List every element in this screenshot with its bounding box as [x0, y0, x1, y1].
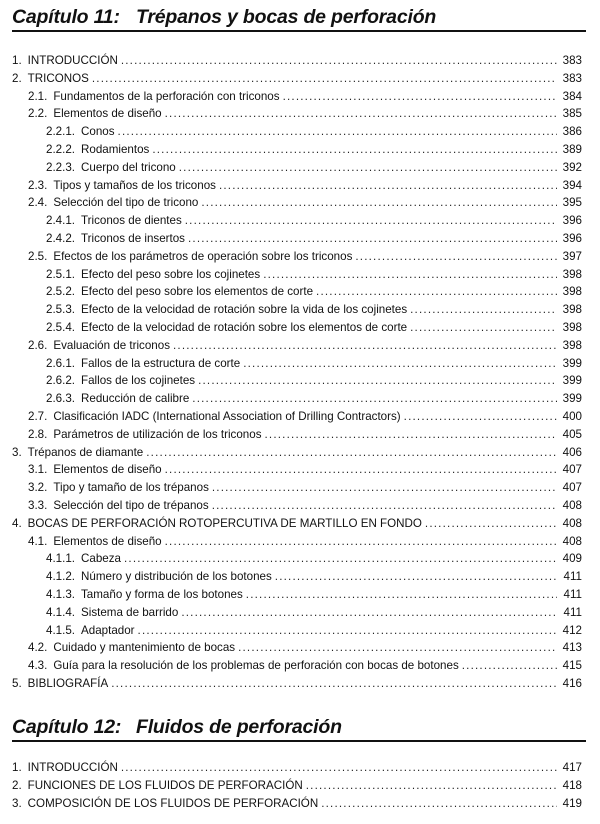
toc-entry-page: 398 — [562, 338, 582, 352]
toc-entry-title: Triconos de insertos — [81, 231, 185, 245]
toc-leader-dots — [185, 214, 557, 228]
toc-entry-page: 408 — [562, 498, 582, 512]
toc-leader-dots — [355, 250, 557, 264]
toc-entry[interactable] — [12, 107, 582, 125]
toc-entry[interactable] — [12, 446, 582, 464]
toc-entry[interactable] — [12, 463, 582, 481]
toc-entry-page: 396 — [562, 231, 582, 245]
toc-entry[interactable] — [12, 90, 582, 108]
toc-entry[interactable] — [12, 268, 582, 286]
toc-entry[interactable] — [12, 143, 582, 161]
toc-entry-title: Evaluación de triconos — [53, 338, 170, 352]
toc-leader-dots — [283, 90, 557, 104]
toc-entry-number: 2.4.1. — [46, 214, 76, 228]
toc-leader-dots — [121, 761, 557, 775]
toc-leader-dots — [152, 143, 557, 157]
toc-entry-title: Número y distribución de los botones — [81, 570, 272, 584]
toc-entry-number: 4.1.3. — [46, 587, 76, 601]
toc-entry-number: 4.1.4. — [46, 605, 76, 619]
toc-entry[interactable] — [12, 214, 582, 232]
toc-entry-title: Selección del tipo de tricono — [53, 196, 199, 210]
toc-leader-dots — [306, 779, 557, 793]
toc-entry-number: 2.6.3. — [46, 392, 76, 406]
toc-entry-title: BIBLIOGRAFÍA — [27, 676, 109, 690]
toc-entry-page: 386 — [562, 125, 582, 139]
toc-entry[interactable] — [12, 641, 582, 659]
toc-entry-title: Conos — [81, 125, 115, 139]
toc-entry-page: 399 — [562, 374, 582, 388]
toc-entry-number: 2.1. — [28, 89, 48, 103]
toc-leader-dots — [173, 339, 557, 353]
toc-leader-dots — [263, 268, 557, 282]
toc-entry-page: 398 — [562, 303, 582, 317]
chapter-12-rule — [12, 740, 586, 743]
toc-entry-page: 413 — [562, 641, 582, 655]
toc-entry-page: 405 — [562, 427, 582, 441]
toc-entry[interactable] — [12, 588, 582, 606]
toc-entry-page: 399 — [562, 392, 582, 406]
toc-entry[interactable] — [12, 606, 582, 624]
toc-entry-page: 411 — [563, 587, 582, 601]
chapter-11-heading — [12, 2, 586, 32]
toc-leader-dots — [188, 232, 557, 246]
toc-entry-number: 2.2.1. — [46, 125, 76, 139]
toc-entry-number: 4.1.2. — [46, 570, 76, 584]
toc-entry[interactable] — [12, 392, 582, 410]
toc-entry[interactable] — [12, 517, 582, 535]
toc-entry-page: 383 — [562, 71, 582, 85]
toc-entry[interactable] — [12, 250, 582, 268]
toc-entry-title: Parámetros de utilización de los triconos — [53, 427, 262, 441]
toc-entry[interactable] — [12, 374, 582, 392]
toc-entry[interactable] — [12, 196, 582, 214]
toc-entry-page: 409 — [562, 552, 582, 566]
toc-entry-title: Tamaño y forma de los botones — [81, 587, 243, 601]
toc-entry-title: Elementos de diseño — [53, 534, 162, 548]
toc-entry-title: Fallos de la estructura de corte — [81, 356, 241, 370]
toc-entry-title: Efecto del peso sobre los elementos de corte — [81, 285, 314, 299]
toc-entry-number: 2.6.2. — [46, 374, 76, 388]
toc-entry-page: 400 — [562, 409, 582, 423]
toc-leader-dots — [462, 659, 557, 673]
toc-entry-number: 2.5.2. — [46, 285, 76, 299]
toc-entry-title: Tipos y tamaños de los triconos — [53, 178, 216, 192]
toc-entry-title: Triconos de dientes — [81, 214, 182, 228]
toc-entry-title: Cabeza — [81, 552, 121, 566]
toc-entry[interactable] — [12, 232, 582, 250]
toc-entry-number: 2.5.3. — [46, 303, 76, 317]
toc-entry-number: 3.1. — [28, 463, 48, 477]
chapter-12-heading — [12, 712, 586, 742]
toc-entry-number: 3.2. — [28, 481, 48, 495]
toc-entry-number: 4.1. — [28, 534, 48, 548]
toc-entry-page: 398 — [562, 285, 582, 299]
chapter-12-toc — [12, 761, 582, 814]
toc-entry-number: 3. — [12, 796, 22, 810]
toc-entry-number: 2.5.4. — [46, 320, 76, 334]
toc-entry-title: Reducción de calibre — [81, 392, 190, 406]
toc-entry-page: 416 — [562, 676, 582, 690]
toc-leader-dots — [219, 179, 557, 193]
toc-entry[interactable] — [12, 779, 582, 797]
toc-entry[interactable] — [12, 624, 582, 642]
toc-entry-title: FUNCIONES DE LOS FLUIDOS DE PERFORACIÓN — [27, 778, 303, 792]
toc-entry[interactable] — [12, 285, 582, 303]
toc-entry-page: 411 — [563, 570, 582, 584]
toc-leader-dots — [118, 125, 557, 139]
toc-entry-title: COMPOSICIÓN DE LOS FLUIDOS DE PERFORACIÓN — [27, 796, 319, 810]
toc-entry-page: 389 — [562, 142, 582, 156]
toc-leader-dots — [212, 499, 557, 513]
toc-entry-page: 415 — [562, 659, 582, 673]
toc-entry-number: 4.1.1. — [46, 552, 76, 566]
toc-entry[interactable] — [12, 535, 582, 553]
toc-leader-dots — [238, 641, 557, 655]
chapter-11-label: Capítulo 11: — [12, 6, 120, 28]
toc-entry-page: 397 — [562, 249, 582, 263]
toc-entry-page: 399 — [562, 356, 582, 370]
toc-entry-number: 2.6. — [28, 338, 48, 352]
toc-leader-dots — [246, 588, 557, 602]
toc-entry-title: Clasificación IADC (International Association of Drilling Contractors) — [53, 409, 401, 423]
toc-entry-page: 398 — [562, 267, 582, 281]
toc-entry-title: Tipo y tamaño de los trépanos — [53, 481, 209, 495]
toc-leader-dots — [198, 374, 557, 388]
toc-leader-dots — [138, 624, 557, 638]
toc-entry-number: 3. — [12, 445, 22, 459]
toc-entry-number: 2.4. — [28, 196, 48, 210]
toc-entry-number: 4.3. — [28, 659, 48, 673]
toc-leader-dots — [425, 517, 557, 531]
toc-entry[interactable] — [12, 303, 582, 321]
toc-entry-page: 417 — [562, 761, 582, 774]
toc-entry-number: 2.2. — [28, 107, 48, 121]
toc-entry[interactable] — [12, 481, 582, 499]
toc-entry-title: Selección del tipo de trépanos — [53, 498, 209, 512]
toc-leader-dots — [410, 321, 557, 335]
toc-leader-dots — [192, 392, 557, 406]
toc-entry-page: 392 — [562, 160, 582, 174]
toc-entry-number: 2. — [12, 778, 22, 792]
toc-entry-title: Fundamentos de la perforación con triconos — [53, 89, 280, 103]
toc-entry-number: 2.5. — [28, 249, 48, 263]
toc-entry-number: 2.6.1. — [46, 356, 76, 370]
toc-entry-title: Efecto del peso sobre los cojinetes — [81, 267, 261, 281]
toc-entry-title: Sistema de barrido — [81, 605, 179, 619]
toc-leader-dots — [265, 428, 558, 442]
toc-entry-page: 396 — [562, 214, 582, 228]
toc-entry[interactable] — [12, 570, 582, 588]
toc-entry-title: Cuerpo del tricono — [81, 160, 176, 174]
toc-entry-number: 2.2.3. — [46, 160, 76, 174]
toc-entry-title: Efecto de la velocidad de rotación sobre la vida de los cojinetes — [81, 303, 408, 317]
toc-entry-number: 2.4.2. — [46, 231, 76, 245]
toc-entry-page: 406 — [562, 445, 582, 459]
toc-entry-title: Cuidado y mantenimiento de bocas — [53, 641, 236, 655]
toc-leader-dots — [92, 72, 557, 86]
toc-entry[interactable] — [12, 339, 582, 357]
toc-entry-page: 395 — [562, 196, 582, 210]
toc-leader-dots — [275, 570, 557, 584]
toc-entry-page: 411 — [563, 605, 582, 619]
toc-entry[interactable] — [12, 357, 582, 375]
toc-entry-title: Elementos de diseño — [53, 463, 162, 477]
toc-entry-page: 384 — [562, 89, 582, 103]
toc-entry-number: 1. — [12, 54, 22, 67]
toc-entry[interactable] — [12, 499, 582, 517]
toc-entry[interactable] — [12, 659, 582, 677]
toc-entry-number: 2.7. — [28, 409, 48, 423]
toc-entry-number: 4.1.5. — [46, 623, 76, 637]
chapter-11-rule — [12, 30, 586, 33]
toc-entry[interactable] — [12, 72, 582, 90]
toc-entry[interactable] — [12, 428, 582, 446]
toc-entry[interactable] — [12, 761, 582, 779]
toc-entry-title: Trépanos de diamante — [27, 445, 144, 459]
toc-entry-title: Efectos de los parámetros de operación sobre los triconos — [53, 249, 353, 263]
toc-entry[interactable] — [12, 321, 582, 339]
toc-entry-page: 418 — [562, 778, 582, 792]
toc-entry-number: 2. — [12, 71, 22, 85]
toc-leader-dots — [146, 446, 557, 460]
toc-leader-dots — [121, 54, 557, 68]
toc-entry-title: Efecto de la velocidad de rotación sobre los elementos de corte — [81, 320, 408, 334]
toc-entry[interactable] — [12, 161, 582, 179]
toc-entry[interactable] — [12, 797, 582, 815]
toc-entry[interactable] — [12, 179, 582, 197]
toc-entry-title: INTRODUCCIÓN — [27, 54, 118, 67]
toc-entry-page: 408 — [562, 516, 582, 530]
toc-entry-page: 407 — [562, 481, 582, 495]
toc-entry-title: Elementos de diseño — [53, 107, 162, 121]
toc-leader-dots — [179, 161, 557, 175]
toc-leader-dots — [316, 285, 557, 299]
toc-entry-title: INTRODUCCIÓN — [27, 761, 118, 774]
toc-leader-dots — [321, 797, 557, 811]
toc-entry-number: 5. — [12, 676, 22, 690]
toc-entry-title: Rodamientos — [81, 142, 150, 156]
toc-leader-dots — [124, 552, 557, 566]
toc-entry-number: 3.3. — [28, 498, 48, 512]
toc-leader-dots — [165, 463, 557, 477]
chapter-11-title: Trépanos y bocas de perforación — [136, 6, 437, 28]
toc-leader-dots — [165, 107, 557, 121]
toc-leader-dots — [212, 481, 557, 495]
toc-leader-dots — [243, 357, 557, 371]
chapter-11-toc — [12, 54, 582, 695]
toc-leader-dots — [410, 303, 557, 317]
toc-entry-title: Guía para la resolución de los problemas de perforación con bocas de botones — [53, 659, 459, 673]
chapter-12-label: Capítulo 12: — [12, 716, 122, 738]
toc-entry-number: 2.2.2. — [46, 142, 76, 156]
toc-entry-page: 408 — [562, 534, 582, 548]
toc-entry-number: 2.3. — [28, 178, 48, 192]
toc-entry[interactable] — [12, 54, 582, 72]
toc-entry-page: 398 — [562, 320, 582, 334]
toc-entry[interactable] — [12, 677, 582, 695]
chapter-12-title: Fluidos de perforación — [136, 716, 342, 738]
toc-leader-dots — [181, 606, 557, 620]
toc-entry-number: 4. — [12, 516, 22, 530]
toc-entry[interactable] — [12, 552, 582, 570]
toc-entry-page: 419 — [562, 796, 582, 810]
toc-entry-page: 394 — [562, 178, 582, 192]
toc-leader-dots — [404, 410, 557, 424]
toc-entry-number: 2.5.1. — [46, 267, 76, 281]
toc-entry[interactable] — [12, 125, 582, 143]
toc-entry-title: TRICONOS — [27, 71, 89, 85]
toc-leader-dots — [201, 196, 557, 210]
toc-entry-page: 412 — [562, 623, 582, 637]
toc-entry-title: Adaptador — [81, 623, 135, 637]
toc-entry-page: 407 — [562, 463, 582, 477]
toc-entry-title: BOCAS DE PERFORACIÓN ROTOPERCUTIVA DE MARTILLO EN FONDO — [27, 516, 422, 530]
toc-entry[interactable] — [12, 410, 582, 428]
toc-entry-number: 1. — [12, 761, 22, 774]
toc-leader-dots — [165, 535, 557, 549]
toc-entry-title: Fallos de los cojinetes — [81, 374, 196, 388]
toc-entry-page: 383 — [562, 54, 582, 67]
toc-entry-number: 4.2. — [28, 641, 48, 655]
toc-entry-page: 385 — [562, 107, 582, 121]
toc-leader-dots — [111, 677, 557, 691]
toc-entry-number: 2.8. — [28, 427, 48, 441]
